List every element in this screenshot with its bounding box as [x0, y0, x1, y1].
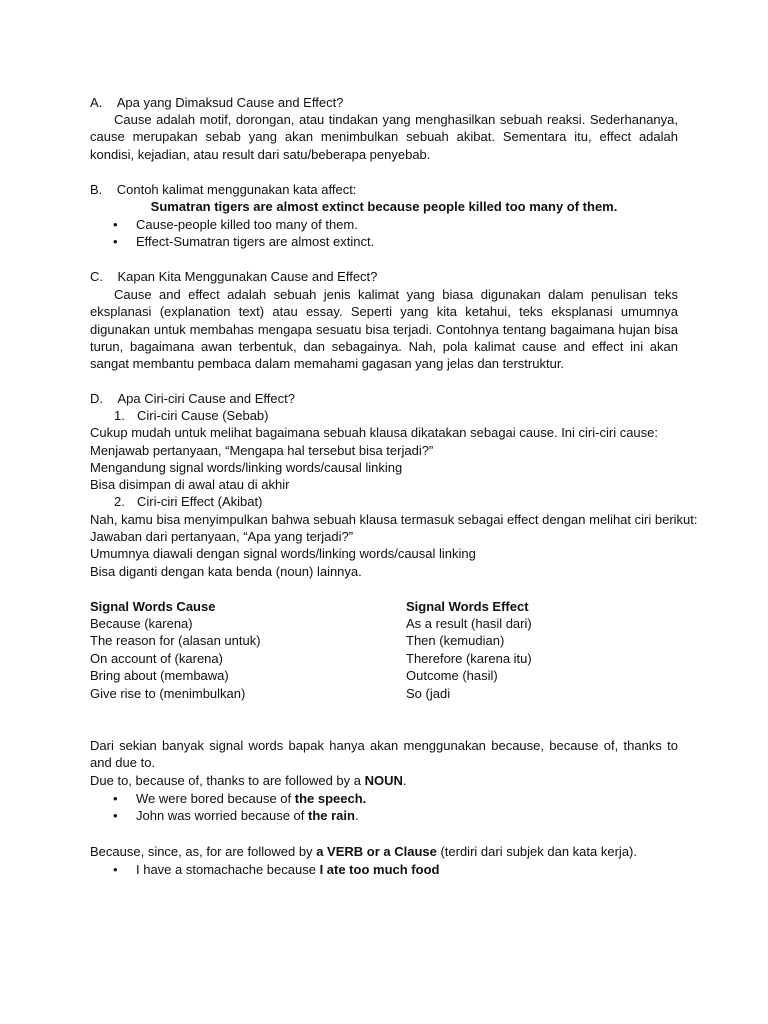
cause-trait-line: Menjawab pertanyaan, “Mengapa hal tersebut bisa terjadi?”: [90, 443, 434, 458]
example-emphasis: the rain: [307, 808, 355, 823]
signal-word-cause: The reason for (alasan untuk): [90, 633, 261, 648]
example-text: We were bored because of: [136, 791, 295, 806]
signal-word-effect: Then (kemudian): [406, 633, 505, 648]
effect-trait-line: Nah, kamu bisa menyimpulkan bahwa sebuah klausa termasuk sebagai effect dengan melihat ciri berikut:: [90, 512, 698, 527]
bullet-icon: •: [113, 217, 118, 232]
bullet-text: Cause-people killed too many of them.: [136, 217, 358, 232]
section-a-heading: A. Apa yang Dimaksud Cause and Effect?: [90, 95, 344, 110]
signal-words-cause-header: Signal Words Cause: [90, 599, 216, 614]
signal-word-effect: So (jadi: [406, 686, 451, 701]
noun-rule-text: Due to, because of, thanks to are followed by a: [90, 773, 365, 788]
verb-rule-end: (terdiri dari subjek dan kata kerja).: [436, 844, 637, 859]
example-emphasis: I ate too much food: [319, 862, 440, 877]
section-c-paragraph: Cause and effect adalah sebuah jenis kalimat yang biasa digunakan dalam penulisan teks eksplanasi (explanation text) atau essay. Seperti yang kita ketahui, teks eksplanasi umumnya digunakan untuk membahas mengapa sesuatu bisa terjadi. Contohnya tentang bagaimana hujan bisa turun, bagaimana awan terbentuk, dan sebagainya. Nah, pola kalimat cause and effect ini akan sangat membantu pembaca dalam memahami gagasan yang jelas dan terstruktur.: [90, 287, 678, 372]
bullet-icon: •: [113, 808, 118, 823]
section-b-heading: B. Contoh kalimat menggunakan kata affect:: [90, 182, 357, 197]
bullet-icon: •: [113, 862, 118, 877]
example-text: I have a stomachache because: [136, 862, 320, 877]
bullet-icon: •: [113, 791, 118, 806]
cause-trait-line: Bisa disimpan di awal atau di akhir: [90, 477, 290, 492]
item-number: 1.: [114, 408, 125, 423]
cause-trait-line: Mengandung signal words/linking words/causal linking: [90, 460, 403, 475]
signal-word-effect: As a result (hasil dari): [406, 616, 532, 631]
verb-rule-text: Because, since, as, for are followed by: [90, 844, 317, 859]
verb-rule: [90, 843, 637, 860]
signal-word-cause: On account of (karena): [90, 651, 223, 666]
item-label: Ciri-ciri Cause (Sebab): [137, 408, 269, 423]
signal-word-effect: Therefore (karena itu): [406, 651, 532, 666]
effect-trait-line: Umumnya diawali dengan signal words/linking words/causal linking: [90, 546, 476, 561]
bullet-icon: •: [113, 234, 118, 249]
section-d-heading: D. Apa Ciri-ciri Cause and Effect?: [90, 391, 295, 406]
section-c-heading: C. Kapan Kita Menggunakan Cause and Effect?: [90, 269, 378, 284]
section-b-example-sentence: Sumatran tigers are almost extinct because people killed too many of them.: [150, 199, 618, 214]
noun-rule: [90, 772, 407, 789]
signal-word-cause: Bring about (membawa): [90, 668, 229, 683]
bullet-text: Effect-Sumatran tigers are almost extinct.: [136, 234, 375, 249]
noun-rule-end: .: [402, 773, 407, 788]
signal-word-cause: Because (karena): [90, 616, 193, 631]
item-number: 2.: [114, 494, 125, 509]
section-a-paragraph: Cause adalah motif, dorongan, atau tindakan yang menghasilkan sebuah reaksi. Sederhananya, cause merupakan sebab yang akan menimbulkan sebuah akibat. Sementara itu, effect adalah kondisi, kejadian, atau result dari satu/beberapa penyebab.: [90, 112, 678, 162]
noun-rule-keyword: NOUN: [364, 773, 403, 788]
verb-rule-keyword: a VERB or a Clause: [316, 844, 437, 859]
effect-trait-line: Bisa diganti dengan kata benda (noun) lainnya.: [90, 564, 362, 579]
example-text: John was worried because of: [136, 808, 308, 823]
effect-trait-line: Jawaban dari pertanyaan, “Apa yang terjadi?”: [90, 529, 354, 544]
example-end: .: [354, 808, 359, 823]
signal-word-effect: Outcome (hasil): [406, 668, 498, 683]
signal-words-effect-header: Signal Words Effect: [406, 599, 529, 614]
signal-word-cause: Give rise to (menimbulkan): [90, 686, 246, 701]
cause-trait-line: Cukup mudah untuk melihat bagaimana sebuah klausa dikatakan sebagai cause. Ini ciri-ciri cause:: [90, 425, 658, 440]
usage-intro: Dari sekian banyak signal words bapak hanya akan menggunakan because, because of, thanks to and due to.: [90, 738, 678, 771]
item-label: Ciri-ciri Effect (Akibat): [137, 494, 263, 509]
example-emphasis: the speech.: [294, 791, 367, 806]
